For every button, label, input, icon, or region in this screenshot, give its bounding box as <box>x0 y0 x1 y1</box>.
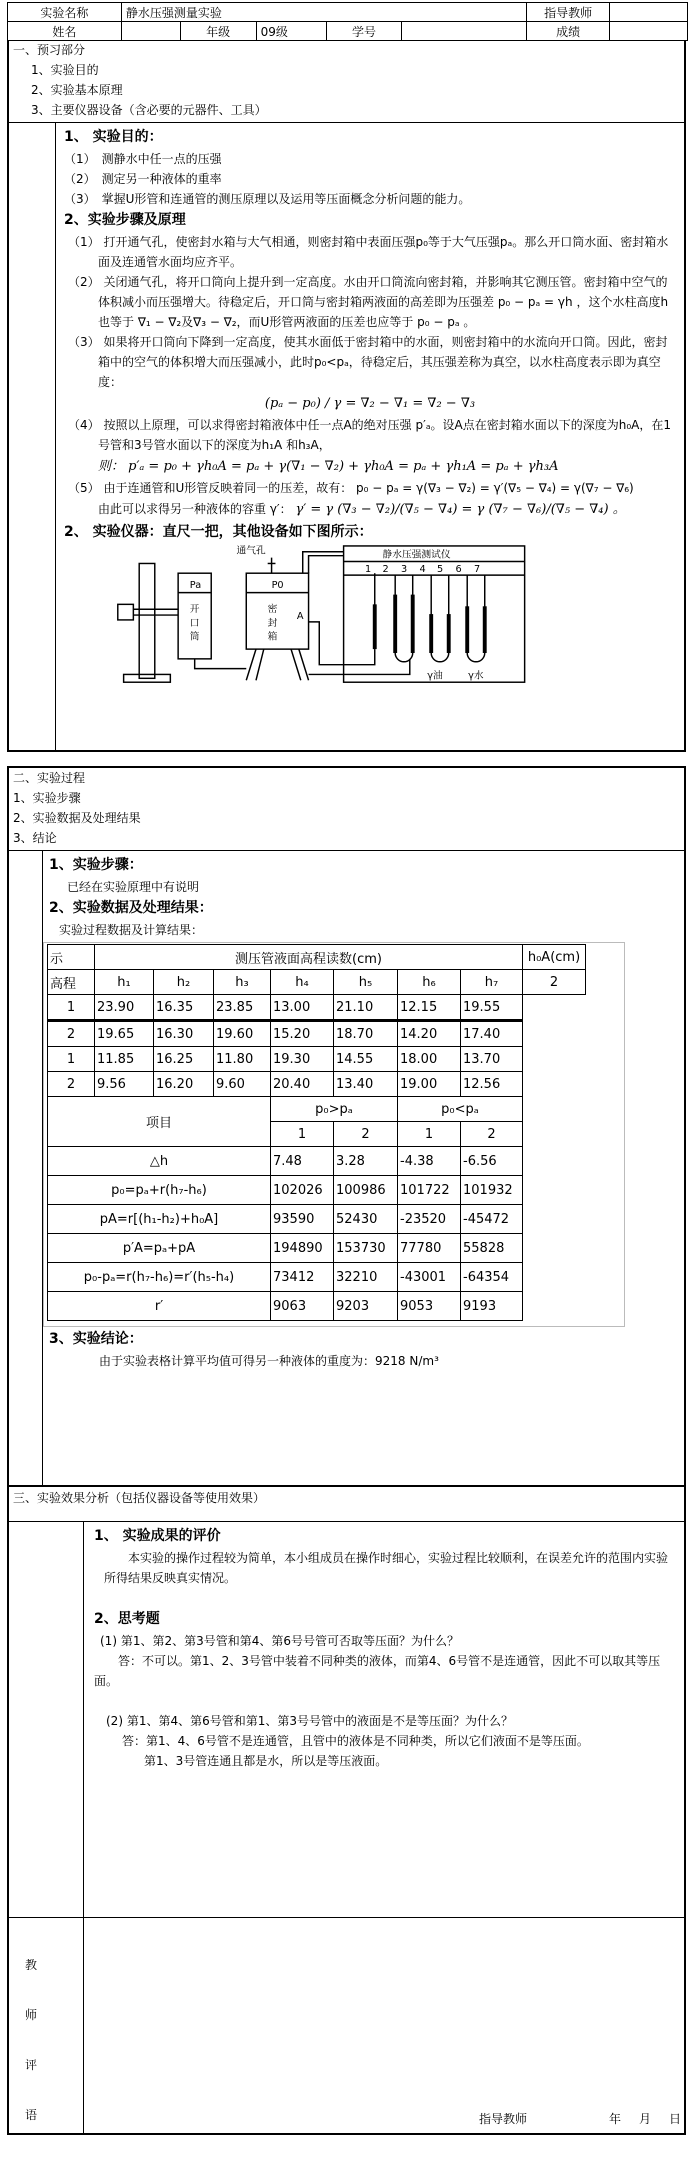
reading-cell: 19.30 <box>271 1047 334 1072</box>
process-title: 二、实验过程 <box>13 771 86 785</box>
preview-item: 3、主要仪器设备（含必要的元器件、工具） <box>31 103 267 117</box>
calc-cell: -64354 <box>461 1263 523 1292</box>
teacher-signature-label: 指导教师 <box>479 2112 528 2126</box>
absolute-pressure-formula: 则： p′ₐ = p₀ + γh₀A = pₐ + γ(∇₁ − ∇₂) + γh₀A = pₐ + γh₁A = pₐ + γh₃A <box>98 459 559 474</box>
calc-cell: 9053 <box>398 1292 461 1321</box>
column-header: h₅ <box>334 970 398 995</box>
column-header: h₄ <box>271 970 334 995</box>
h0a-value: 2 <box>523 970 586 995</box>
sealed-box-label: 密 <box>267 604 278 616</box>
gamma-water-label: γ水 <box>468 670 484 682</box>
item-header: 项目 <box>48 1097 271 1147</box>
column-header: h₁ <box>95 970 154 995</box>
calc-cell: -43001 <box>398 1263 461 1292</box>
reading-row <box>48 1072 586 1097</box>
condition-lt-header: p₀<pₐ <box>398 1097 523 1122</box>
evaluation-text: 本实验的操作过程较为简单，本小组成员在操作时细心，实验过程比较顺利，在误差允许的范围内实验所得结果反映真实情况。 <box>104 1551 669 1585</box>
calc-row <box>48 1205 586 1234</box>
calc-cell: 73412 <box>271 1263 334 1292</box>
trial-header: 1 <box>398 1122 461 1147</box>
reading-cell: 12.15 <box>398 995 461 1021</box>
grade-value: 09级 <box>256 22 326 41</box>
trial-label: 2 <box>48 1072 95 1097</box>
trial-label: 1 <box>48 1047 95 1072</box>
specific-weight-formula: γ′ = γ (∇₃ − ∇₂)/(∇₅ − ∇₄) = γ (∇₇ − ∇₆)/(∇₅ − ∇₄) 。 <box>295 502 626 517</box>
reading-cell: 18.00 <box>398 1047 461 1072</box>
score-value <box>610 22 688 41</box>
open-tube-label: 开 <box>189 604 200 616</box>
p0-label: P0 <box>271 579 284 591</box>
calc-row <box>48 1176 586 1205</box>
reading-cell: 16.30 <box>154 1021 214 1047</box>
calc-label: p₀-pₐ=r(h₇-h₆)=r′(h₅-h₄) <box>48 1263 271 1292</box>
day-label: 日 <box>669 2112 682 2126</box>
calc-label: r′ <box>48 1292 271 1321</box>
score-label: 成绩 <box>527 22 610 41</box>
month-label: 月 <box>639 2112 652 2126</box>
question-1: (1) 第1、第2、第3号管和第4、第6号号管可否取等压面？为什么？ <box>100 1634 459 1648</box>
tube-number: 3 <box>401 564 408 576</box>
calc-label: p′A=pₐ+pA <box>48 1234 271 1263</box>
trial-label: 2 <box>48 1021 95 1047</box>
calc-cell: -4.38 <box>398 1147 461 1176</box>
principle-heading: 2、实验步骤及原理 <box>64 212 186 228</box>
experiment-name-value: 静水压强测量实验 <box>121 3 526 22</box>
experiment-name-label: 实验名称 <box>8 3 122 22</box>
teacher-value <box>610 3 688 22</box>
answer-2: 答：第1、4、6号管不是连通管，且管中的液体是不同种类，所以它们液面不是等压面。 <box>122 1734 589 1748</box>
sealed-box-label: 封 <box>267 617 278 629</box>
student-name-label: 姓名 <box>8 22 122 41</box>
reading-cell: 19.00 <box>398 1072 461 1097</box>
left-margin-column <box>9 851 43 1485</box>
open-tube-label: 筒 <box>189 631 200 643</box>
calc-label: p₀=pₐ+r(h₇-h₆) <box>48 1176 271 1205</box>
teacher-comment-label: 评 <box>25 2058 38 2072</box>
reading-cell: 11.85 <box>95 1047 154 1072</box>
steps-heading: 1、实验步骤： <box>49 857 143 873</box>
principle-step-3: （3） 如果将开口筒向下降到一定高度，使其水面低于密封箱中的水面，则密封箱中的水流向开口筒。因此，密封箱中的空气的体积增大而压强减小，此时p₀<pₐ，待稳定后，其压强差称为真空，以水柱高度表示即为真空度： <box>68 335 668 389</box>
purpose-heading: 1、 实验目的： <box>64 129 163 145</box>
apparatus-heading: 2、 实验仪器：直尺一把，其他设备如下图所示： <box>64 524 373 540</box>
reading-cell: 16.25 <box>154 1047 214 1072</box>
table-corner-bottom: 高程 <box>48 970 95 995</box>
calc-cell: -45472 <box>461 1205 523 1234</box>
calc-cell: 194890 <box>271 1234 334 1263</box>
calc-row <box>48 1234 586 1263</box>
student-id-value <box>402 22 527 41</box>
calc-cell: 77780 <box>398 1234 461 1263</box>
year-label: 年 <box>609 2112 622 2126</box>
calc-cell: 9193 <box>461 1292 523 1321</box>
column-header: h₇ <box>461 970 523 995</box>
data-table-wrapper <box>47 944 609 1321</box>
reading-cell: 23.85 <box>214 995 271 1021</box>
calc-cell: -23520 <box>398 1205 461 1234</box>
vacuum-formula: (pₐ − p₀) / γ = ∇₂ − ∇₁ = ∇₂ − ∇₃ <box>264 396 476 411</box>
preview-title: 一、预习部分 <box>13 43 86 57</box>
reading-cell: 20.40 <box>271 1072 334 1097</box>
reading-cell: 16.20 <box>154 1072 214 1097</box>
reading-row <box>48 995 586 1021</box>
calc-cell: 9203 <box>334 1292 398 1321</box>
reading-cell: 16.35 <box>154 995 214 1021</box>
evaluation-heading: 1、 实验成果的评价 <box>94 1528 221 1544</box>
reading-cell: 13.40 <box>334 1072 398 1097</box>
teacher-comment-label: 语 <box>25 2108 38 2122</box>
tube-number: 2 <box>382 564 389 576</box>
analysis-body <box>9 1521 684 1918</box>
process-item: 1、实验步骤 <box>13 791 81 805</box>
reading-cell: 14.20 <box>398 1021 461 1047</box>
reading-cell: 9.56 <box>95 1072 154 1097</box>
steps-text: 已经在实验原理中有说明 <box>67 880 200 894</box>
calc-cell: 9063 <box>271 1292 334 1321</box>
calc-label: pA=r[(h₁-h₂)+h₀A] <box>48 1205 271 1234</box>
data-caption: 实验过程数据及计算结果： <box>59 923 204 937</box>
reading-cell: 17.40 <box>461 1021 523 1047</box>
reading-cell: 19.65 <box>95 1021 154 1047</box>
gamma-oil-label: γ油 <box>427 670 443 682</box>
data-table <box>47 944 586 1321</box>
trial-header: 2 <box>461 1122 523 1147</box>
purpose-item: （3） 掌握U形管和连通管的测压原理以及运用等压面概念分析问题的能力。 <box>64 192 471 206</box>
tube-number: 4 <box>419 564 426 576</box>
reading-cell: 14.55 <box>334 1047 398 1072</box>
preview-body <box>9 122 684 750</box>
calc-cell: 52430 <box>334 1205 398 1234</box>
purpose-item: （1） 测静水中任一点的压强 <box>64 152 222 166</box>
reading-cell: 13.00 <box>271 995 334 1021</box>
calc-cell: 101932 <box>461 1176 523 1205</box>
calc-cell: 100986 <box>334 1176 398 1205</box>
reading-cell: 9.60 <box>214 1072 271 1097</box>
teacher-comment-label-column <box>9 1918 84 2133</box>
process-content <box>43 851 684 1485</box>
calc-cell: 102026 <box>271 1176 334 1205</box>
questions-heading: 2、思考题 <box>94 1611 160 1627</box>
tube-number: 1 <box>365 564 372 576</box>
calc-cell: 153730 <box>334 1234 398 1263</box>
conclusion-text: 由于实验表格计算平均值可得另一种液体的重度为：9218 N/m³ <box>99 1354 439 1368</box>
question-2: (2) 第1、第4、第6号管和第1、第3号号管中的液面是不是等压面？为什么？ <box>106 1714 513 1728</box>
trial-label: 1 <box>48 995 95 1021</box>
conclusion-heading: 3、实验结论： <box>49 1331 143 1347</box>
tube-number: 5 <box>437 564 444 576</box>
principle-step-5-text: 由此可以求得另一种液体的容重 γ′： <box>98 502 292 516</box>
calc-cell: 32210 <box>334 1263 398 1292</box>
analysis-content <box>84 1522 684 1917</box>
calc-cell: 3.28 <box>334 1147 398 1176</box>
reading-cell: 19.60 <box>214 1021 271 1047</box>
tube-number: 7 <box>474 564 481 576</box>
reading-cell: 13.70 <box>461 1047 523 1072</box>
calc-row <box>48 1292 586 1321</box>
preview-section <box>7 40 686 752</box>
vent-label: 通气孔 <box>236 545 266 557</box>
h0a-header: h₀A(cm) <box>523 945 586 970</box>
column-header: h₆ <box>398 970 461 995</box>
stand-pole <box>139 563 155 678</box>
process-section <box>7 766 686 1487</box>
apparatus-diagram <box>94 544 564 690</box>
group-header: 测压管液面高程读数(cm) <box>95 945 523 970</box>
reading-cell: 12.56 <box>461 1072 523 1097</box>
preview-content <box>56 123 684 750</box>
condition-gt-header: p₀>pₐ <box>271 1097 398 1122</box>
student-id-label: 学号 <box>326 22 402 41</box>
student-name-value <box>121 22 180 41</box>
trial-header: 1 <box>271 1122 334 1147</box>
left-margin-column <box>9 1522 84 1917</box>
calc-cell: 101722 <box>398 1176 461 1205</box>
data-heading: 2、实验数据及处理结果： <box>49 900 213 916</box>
calc-cell: 7.48 <box>271 1147 334 1176</box>
teacher-comment-label: 教 <box>25 1958 38 1972</box>
reading-row <box>48 1021 586 1047</box>
calc-cell: 55828 <box>461 1234 523 1263</box>
instrument-label: 静水压强测试仪 <box>382 549 451 561</box>
reading-cell: 11.80 <box>214 1047 271 1072</box>
column-header: h₃ <box>214 970 271 995</box>
process-item: 3、结论 <box>13 831 57 845</box>
sealed-box-label: 箱 <box>267 631 278 643</box>
principle-step-4: （4） 按照以上原理，可以求得密封箱液体中任一点A的绝对压强 p′ₐ。设A点在密封箱水面以下的深度为h₀A，在1号管和3号管水面以下的深度为h₁A 和h₃A， <box>68 418 671 452</box>
left-margin-column <box>9 123 56 750</box>
purpose-item: （2） 测定另一种液体的重率 <box>64 172 222 186</box>
principle-step-1: （1） 打开通气孔，使密封水箱与大气相通，则密封箱中表面压强p₀等于大气压强pₐ。那么开口筒水面、密封箱水面及连通管水面均应齐平。 <box>68 235 669 269</box>
reading-cell: 21.10 <box>334 995 398 1021</box>
analysis-section <box>7 1485 686 2135</box>
preview-item: 1、实验目的 <box>31 63 99 77</box>
calc-row <box>48 1263 586 1292</box>
principle-step-5: （5） 由于连通管和U形管反映着同一的压差，故有： p₀ − pₐ = γ(∇₃ − ∇₂) = γ′(∇₅ − ∇₄) = γ(∇₇ − ∇₆) <box>68 481 634 495</box>
principle-step-2: （2） 关闭通气孔，将开口筒向上提升到一定高度。水由开口筒流向密封箱，并影响其它测压管。密封箱中空气的体积减小而压强增大。待稳定后，开口筒与密封箱两液面的高差即为压强差 p₀ − pₐ = γh ，这个水柱高度h也等于 ∇₁ − ∇₂及∇₃ − ∇₂，而U形管两液面的压差也应等于 p₀ − pₐ 。 <box>68 275 669 329</box>
column-header: h₂ <box>154 970 214 995</box>
teacher-label: 指导教师 <box>527 3 610 22</box>
grade-label: 年级 <box>180 22 256 41</box>
process-item: 2、实验数据及处理结果 <box>13 811 141 825</box>
trial-header: 2 <box>334 1122 398 1147</box>
point-a-label: A <box>296 610 304 622</box>
teacher-comment-label: 师 <box>25 2008 38 2022</box>
tube-number: 6 <box>455 564 462 576</box>
reading-cell: 19.55 <box>461 995 523 1021</box>
pa-label: Pa <box>189 579 202 591</box>
table-corner-top: 示 <box>48 945 95 970</box>
reading-cell: 18.70 <box>334 1021 398 1047</box>
header-table <box>7 2 688 41</box>
answer-1: 答：不可以。第1、2、3号管中装着不同种类的液体，而第4、6号管不是连通管，因此不可以取其等压面。 <box>94 1654 661 1688</box>
teacher-comment-block <box>9 1918 684 2133</box>
calc-row <box>48 1147 586 1176</box>
analysis-title: 三、实验效果分析（包括仪器设备等使用效果） <box>13 1491 266 1505</box>
reading-cell: 15.20 <box>271 1021 334 1047</box>
calc-cell: 93590 <box>271 1205 334 1234</box>
open-tube-label: 口 <box>189 617 200 629</box>
preview-item: 2、实验基本原理 <box>31 83 123 97</box>
calc-cell: -6.56 <box>461 1147 523 1176</box>
process-body <box>9 850 684 1485</box>
calc-label: △h <box>48 1147 271 1176</box>
answer-2-continued: 第1、3号管连通且都是水，所以是等压液面。 <box>144 1754 388 1768</box>
reading-row <box>48 1047 586 1072</box>
reading-cell: 23.90 <box>95 995 154 1021</box>
